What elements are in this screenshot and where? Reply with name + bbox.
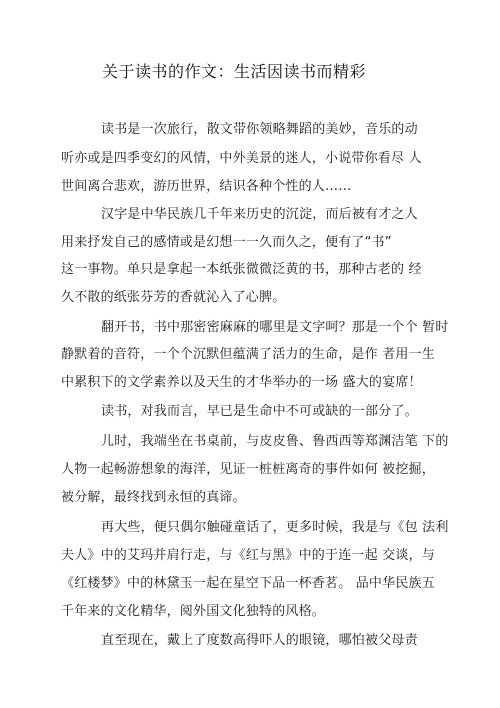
text-line: 中累积下的文学素养以及天生的才华举办的一场 盛大的宴席！ — [61, 375, 422, 390]
text-line: 静默着的音符，一个个沉默但蕴满了活力的生命，是作 者用一生 — [61, 347, 435, 362]
text-line: 再大些，便只偶尔触碰童话了，更多时候，我是与《包 法利 — [101, 520, 449, 535]
text-line: 读书，对我而言，早已是生命中不可或缺的一部分了。 — [101, 404, 418, 419]
text-line: 汉字是中华民族几千年来历史的沉淀，而后被有才之人 — [101, 207, 418, 222]
text-line: 被分解，最终找到永恒的真谛。 — [61, 490, 246, 505]
text-line: 翻开书，书中那密密麻麻的哪里是文字呵？那是一个个 暂时 — [101, 320, 449, 335]
text-line: 读书是一次旅行，散文带你领略舞蹈的美妙，音乐的动 — [101, 122, 418, 137]
text-line: 这一事物。单只是拿起一本纸张微微泛黄的书，那种古老的 经 — [61, 262, 422, 277]
text-line: 千年来的文化精华，阅外国文化独特的风格。 — [61, 604, 326, 619]
text-line: 久不散的纸张芬芳的香就沁入了心脾。 — [61, 290, 286, 305]
text-line: 儿时，我端坐在书桌前，与皮皮鲁、鲁西西等郑渊洁笔 下的 — [101, 434, 449, 449]
text-line: 夫人》中的艾玛并肩行走，与《红与黑》中的于连一起 交谈，与 — [61, 548, 435, 563]
text-line: 人物一起畅游想象的海洋，见证一桩桩离奇的事件如何 被挖掘， — [61, 462, 435, 477]
text-line: 听亦或是四季变幻的风情，中外美景的迷人，小说带你看尽 人 — [61, 151, 422, 166]
document-title: 关于读书的作文：生活因读书而精彩 — [102, 62, 367, 81]
text-line: 《红楼梦》中的林黛玉一起在星空下品一杯香茗。 品中华民族五 — [61, 576, 435, 591]
text-line: 用来抒发自己的感情或是幻想一一久而久之，便有了“书” — [61, 235, 392, 250]
text-line: 世间离合悲欢，游历世界，结识各种个性的人…… — [61, 179, 352, 194]
text-line: 直至现在，戴上了度数高得吓人的眼镜，哪怕被父母责 — [101, 633, 418, 648]
